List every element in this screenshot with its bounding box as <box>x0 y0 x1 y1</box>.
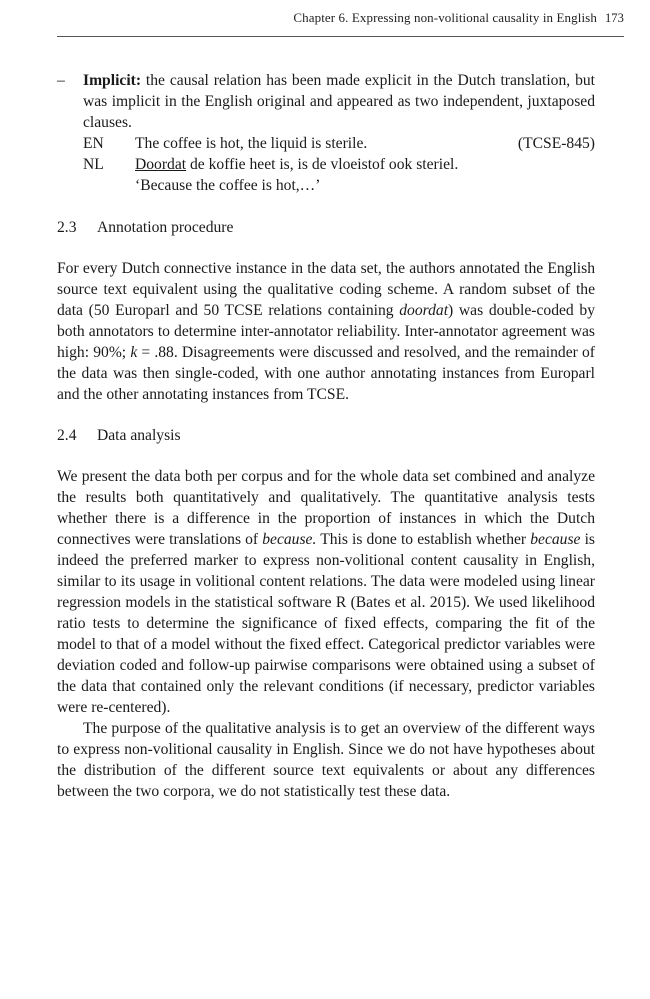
emphasis-doordat: doordat <box>399 302 449 319</box>
annotation-paragraph: For every Dutch connective instance in the data set, the authors annotated the English source text equivalent using the qualitative coding scheme. A random subset of the data (50 Europarl and 50 TCSE relations containing doordat) was double-coded by both annotators to determine inter-annotator reliability. Inter-annotator agreement was high: 90%; k = .88. Disagreements were discussed and resolved, and the remainder of the data was then single-coded, with one author annotating instances from Europarl and the other annotating instances from TCSE. <box>57 260 595 403</box>
example-en-text: The coffee is hot, the liquid is sterile. <box>135 135 368 152</box>
example-nl-label: NL <box>83 156 104 173</box>
section-title: Data analysis <box>97 427 181 444</box>
example-nl-text <box>135 154 595 175</box>
example-nl-row <box>83 154 595 175</box>
implicit-list-item <box>57 70 595 133</box>
section-title: Annotation procedure <box>97 219 234 236</box>
data-analysis-paragraph-1: We present the data both per corpus and for the whole data set combined and analyze the results both quantitatively and qualitatively. The quantitative analysis tests whether there is a difference in the proportion of instances in which the Dutch connectives were translations of because. This is done to establish whether because is indeed the preferred marker to express non-volitional content causality in English, similar to its usage in volitional content relations. The data were modeled using linear regression models in the statistical software R (Bates et al. 2015). We used likelihood ratio tests to determine the significance of fixed effects, comparing the fit of the model to that of a model without the fixed effect. Categorical predictor variables were deviation coded and follow-up pairwise comparisons were obtained using a subset of the data that contained only the relevant conditions (if necessary, predictor variables were re-centered). <box>57 468 595 716</box>
data-analysis-paragraph-2: The purpose of the qualitative analysis is to get an overview of the different ways to express non-volitional causality in English. Since we do not have hypotheses about the distribution of the different source text equivalents or about any differences between the two corpora, we do not statistically test these data. <box>57 720 595 800</box>
implicit-text: the causal relation has been made explicit in the Dutch translation, but was implicit in the English original and appeared as two independent, juxtaposed clauses. <box>83 72 595 131</box>
page-body <box>57 70 595 802</box>
section-number: 2.4 <box>57 427 77 444</box>
header-rule <box>57 36 624 37</box>
example-en-row <box>83 133 595 154</box>
list-dash: – <box>57 72 65 89</box>
running-header <box>293 10 624 26</box>
implicit-paragraph <box>83 70 595 133</box>
page-number: 173 <box>604 11 624 25</box>
example-gloss: ‘Because the coffee is hot,…’ <box>135 177 321 194</box>
section-heading-2-4 <box>57 425 595 446</box>
section-number: 2.3 <box>57 219 77 236</box>
running-title: Chapter 6. Expressing non-volitional causality in English <box>293 10 597 25</box>
example-nl-rest: de koffie heet is, is de vloeistof ook steriel. <box>186 156 459 173</box>
kappa-symbol: k <box>130 344 138 361</box>
section-heading-2-3 <box>57 217 595 238</box>
implicit-term: Implicit: <box>83 72 142 89</box>
example-gloss-row <box>83 175 595 196</box>
example-nl-connective: Doordat <box>135 156 187 173</box>
example-block <box>83 133 595 196</box>
example-en-label: EN <box>83 135 104 152</box>
emphasis-because: because <box>530 531 581 548</box>
emphasis-because: because. <box>262 531 317 548</box>
example-source: (TCSE-845) <box>517 135 595 152</box>
